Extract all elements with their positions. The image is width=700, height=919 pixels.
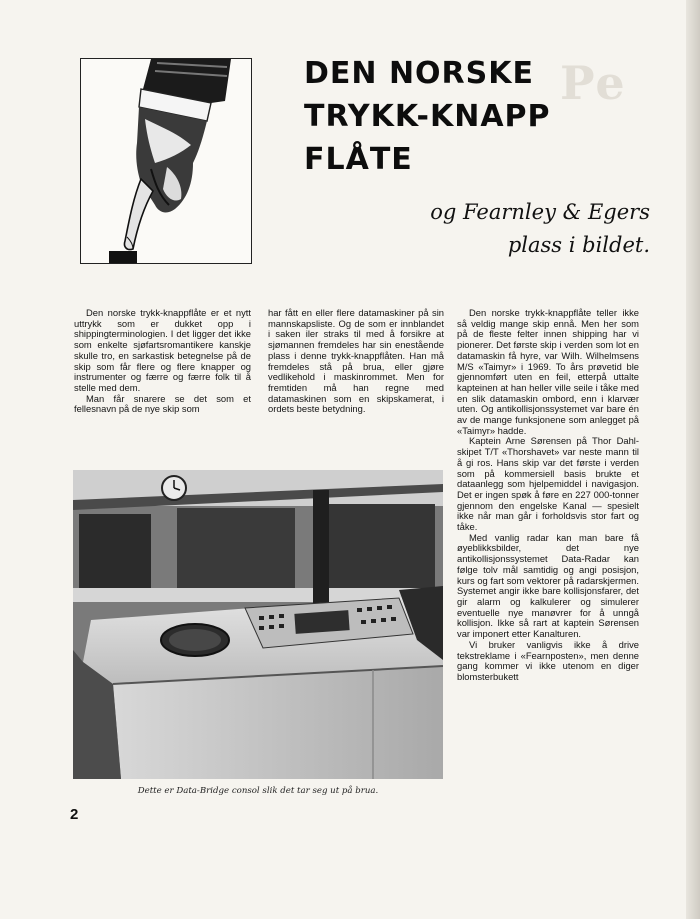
photo-image — [73, 470, 443, 779]
paragraph: Vi bruker vanligvis ikke å drive tekstreklame i «Fearnposten», men denne gang kommer vi ikke utenom en diger blomsterbukett — [457, 638, 639, 682]
headline-line: TRYKK-KNAPP — [304, 99, 551, 134]
paragraph: Den norske trykk-knappflåte er et nytt uttrykk som er dukket opp i shippingterminologien. I det ligger det ikke som enkelte sjøfartsromantikere kanskje skulle tro, en sarkastisk betegnelse på de skip som får flere og flere knapper og instrumenter og færre og færre folk til å stelle med dem. — [74, 307, 251, 393]
subheadline — [420, 196, 650, 262]
paragraph: Man får snarere se det som et fellesnavn på de nye skip som — [74, 392, 251, 415]
show-through-print: Pe — [560, 58, 627, 110]
headline-line: DEN NORSKE — [304, 56, 535, 91]
paragraph: har fått en eller flere datamaskiner på sin mannskapsliste. Og de som er innblandet i saken iler straks til med å forsikre at sjømannen fremdeles har sin enestående plass i denne trykk-knappflåten. Han må fremdeles stå på brua, eller gjøre vedlikehold i maskinrommet. Men for fremtiden må han regne med datamaskinen som en skipskamerat, i ordets beste betydning. — [268, 307, 444, 415]
headline — [304, 52, 604, 181]
subheadline-line: plass i bildet. — [507, 233, 650, 257]
photo-caption: Dette er Data-Bridge consol slik det tar seg ut på brua. — [137, 786, 379, 796]
page-number: 2 — [70, 806, 79, 823]
bridge-console-photo — [73, 470, 443, 779]
subheadline-line: og Fearnley & Egers — [430, 200, 650, 224]
pointing-hand-icon — [81, 59, 251, 263]
pointing-hand-illustration — [80, 58, 252, 264]
paragraph: Kaptein Arne Sørensen på Thor Dahl-skipet T/T «Thorshavet» var neste mann til å gi ros. Hans skip var det første i verden som på kommersiell basis brukte et dataanlegg som hjelpemiddel i navigasjon. Det er ingen spøk å føre en 227 000-tonner gjennom den engelske Kanal — spesielt ikke når man går i forholdsvis stor fart og tåke. — [457, 435, 639, 533]
article-column-1 — [74, 308, 251, 415]
paragraph: Med vanlig radar kan man bare få øyeblikksbilder, det nye antikollisjonssystemet Data-Radar kan følge tolv mål samtidig og angi posisjon, kurs og fart som vektorer på radarskjermen. Systemet angir ikke bare kollisjonsfarer, det gir alarm og kalkulerer og simulerer eventuelle nye manøvrer for å unngå kollisjon. Ikke så rart at kaptein Sørensen var imponert etter Kanalturen. — [457, 531, 639, 640]
article-column-3 — [457, 308, 639, 683]
article-column-2 — [268, 308, 444, 415]
headline-line: FLÅTE — [304, 142, 413, 177]
paragraph: Den norske trykk-knappflåte teller ikke så veldig mange skip ennå. Men her som på de fleste felter innen shipping har vi pionerer. Det første skip i verden som lot en datamaskin få hyre, var Wilh. Wilhelmsens M/S «Taimyr» i 1969. To års prøvetid ble gjennomført uten en feil, etterpå uttalte kapteinen at han heller ville seile i tåke med en slik datamaskin ombord, enn i klarvær uten. Og antikollisjonssystemet var bare én av de mange funksjonene som anlegget på «Taimyr» hadde. — [457, 307, 639, 436]
